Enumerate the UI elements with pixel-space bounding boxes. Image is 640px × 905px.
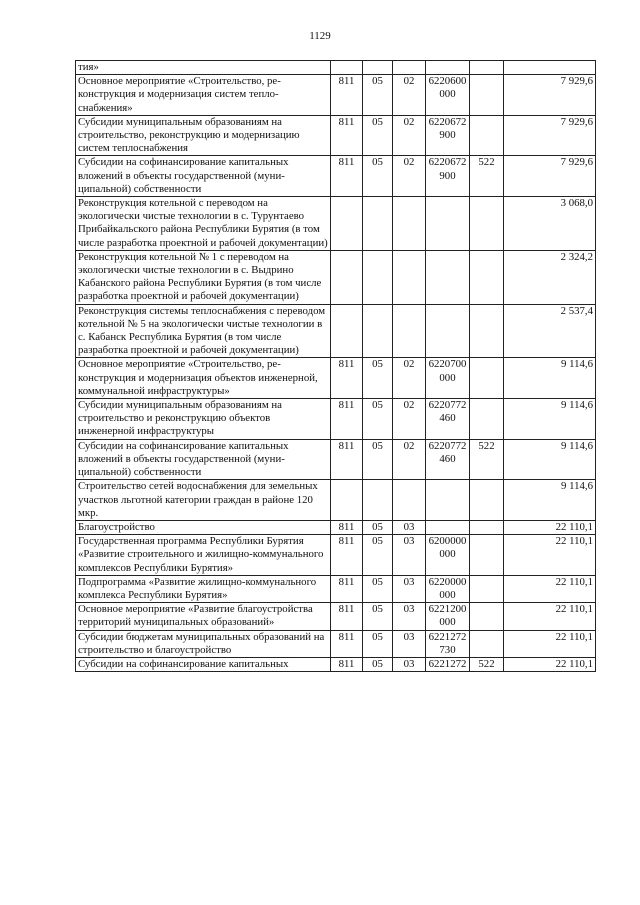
grbs-code-cell [331,304,363,358]
expense-type-code-cell [470,399,504,440]
grbs-code-cell: 811 [331,156,363,197]
expense-type-code-cell [470,197,504,251]
table-row [76,75,596,116]
section-code-cell: 05 [363,575,393,602]
amount-cell: 22 110,1 [504,520,596,534]
expense-type-code-cell [470,575,504,602]
target-article-code-cell [426,520,470,534]
amount-cell: 9 114,6 [504,399,596,440]
subsection-code-cell [393,304,426,358]
row-name-cell: Благоустройство [76,520,331,534]
budget-table [75,60,596,672]
subsection-code-cell: 03 [393,520,426,534]
table-row [76,520,596,534]
target-article-code-cell: 6221200 000 [426,603,470,630]
grbs-code-cell: 811 [331,399,363,440]
expense-type-code-cell [470,304,504,358]
row-name-cell: Субсидии на софинансирование капитальных вложений в объекты государственной (муниципальной) собственности [76,156,331,197]
amount-cell: 22 110,1 [504,657,596,671]
subsection-code-cell: 02 [393,156,426,197]
row-name-cell: тия» [76,61,331,75]
subsection-code-cell: 02 [393,358,426,399]
grbs-code-cell: 811 [331,657,363,671]
row-name-cell: Подпрограмма «Развитие жилищно-коммунального комплекса Республики Бурятия» [76,575,331,602]
amount-cell [504,61,596,75]
section-code-cell: 05 [363,535,393,576]
table-row [76,630,596,657]
grbs-code-cell [331,480,363,521]
target-article-code-cell: 6220772 460 [426,439,470,480]
row-name-cell: Субсидии муниципальным образованиям на строительство, реконструкцию и модернизацию систем теплоснабжения [76,115,331,156]
budget-table-body [76,61,596,672]
subsection-code-cell [393,250,426,304]
target-article-code-cell [426,480,470,521]
target-article-code-cell: 6220672 900 [426,156,470,197]
page-number: 1129 [309,30,331,42]
row-name-cell: Субсидии на софинансирование капитальных [76,657,331,671]
grbs-code-cell: 811 [331,630,363,657]
row-name-cell: Реконструкция котельной с переводом на экологически чистые технологии в с. Турунтаево Прибайкальского района Республики Бурятия (в том числе разработка проектной и рабочей документации) [76,197,331,251]
row-name-cell: Строительство сетей водоснабжения для земельных участков льготной категории граждан в районе 120 мкр. [76,480,331,521]
row-name-cell: Основное мероприятие «Строительство, реконструкция и модернизация систем теплоснабжения» [76,75,331,116]
section-code-cell [363,61,393,75]
section-code-cell: 05 [363,520,393,534]
subsection-code-cell: 03 [393,630,426,657]
expense-type-code-cell: 522 [470,156,504,197]
table-row [76,603,596,630]
row-name-cell: Реконструкция системы теплоснабжения с переводом котельной № 5 на экологически чистые технологии в с. Кабанск Республика Бурятия (в том числе разработка проектной и рабочей документации) [76,304,331,358]
amount-cell: 7 929,6 [504,115,596,156]
table-row [76,657,596,671]
target-article-code-cell [426,304,470,358]
table-row [76,358,596,399]
row-name-cell: Государственная программа Республики Бурятия «Развитие строительного и жилищно-коммунального комплексов Республики Бурятия» [76,535,331,576]
expense-type-code-cell [470,603,504,630]
table-row [76,439,596,480]
grbs-code-cell: 811 [331,535,363,576]
table-row [76,156,596,197]
section-code-cell: 05 [363,358,393,399]
section-code-cell: 05 [363,657,393,671]
amount-cell: 7 929,6 [504,156,596,197]
table-row [76,250,596,304]
subsection-code-cell: 03 [393,603,426,630]
amount-cell: 22 110,1 [504,630,596,657]
table-row [76,197,596,251]
section-code-cell: 05 [363,439,393,480]
subsection-code-cell: 02 [393,75,426,116]
grbs-code-cell: 811 [331,520,363,534]
expense-type-code-cell [470,535,504,576]
row-name-cell: Субсидии муниципальным образованиям на строительство и реконструкцию объектов инженерной инфраструктуры [76,399,331,440]
grbs-code-cell [331,197,363,251]
subsection-code-cell: 03 [393,657,426,671]
section-code-cell [363,480,393,521]
expense-type-code-cell [470,630,504,657]
expense-type-code-cell [470,75,504,116]
subsection-code-cell: 02 [393,439,426,480]
section-code-cell: 05 [363,115,393,156]
amount-cell: 9 114,6 [504,439,596,480]
table-row [76,115,596,156]
grbs-code-cell [331,61,363,75]
expense-type-code-cell [470,480,504,521]
target-article-code-cell: 6200000 000 [426,535,470,576]
amount-cell: 3 068,0 [504,197,596,251]
subsection-code-cell: 02 [393,115,426,156]
target-article-code-cell [426,250,470,304]
row-name-cell: Реконструкция котельной № 1 с переводом на экологически чистые технологии в с. Выдрино Кабанского района Республики Бурятия (в том числе разработка проектной и рабочей документации) [76,250,331,304]
expense-type-code-cell: 522 [470,439,504,480]
section-code-cell: 05 [363,630,393,657]
target-article-code-cell: 6220600 000 [426,75,470,116]
subsection-code-cell: 03 [393,575,426,602]
amount-cell: 2 537,4 [504,304,596,358]
grbs-code-cell: 811 [331,575,363,602]
target-article-code-cell: 6221272 [426,657,470,671]
section-code-cell: 05 [363,603,393,630]
expense-type-code-cell [470,115,504,156]
section-code-cell: 05 [363,399,393,440]
section-code-cell [363,197,393,251]
grbs-code-cell [331,250,363,304]
expense-type-code-cell: 522 [470,657,504,671]
grbs-code-cell: 811 [331,439,363,480]
target-article-code-cell: 6220672 900 [426,115,470,156]
row-name-cell: Субсидии на софинансирование капитальных вложений в объекты государственной (муниципальной) собственности [76,439,331,480]
target-article-code-cell: 6221272 730 [426,630,470,657]
table-row [76,575,596,602]
target-article-code-cell [426,197,470,251]
expense-type-code-cell [470,250,504,304]
target-article-code-cell: 6220000 000 [426,575,470,602]
section-code-cell: 05 [363,75,393,116]
subsection-code-cell [393,197,426,251]
expense-type-code-cell [470,358,504,399]
amount-cell: 9 114,6 [504,480,596,521]
grbs-code-cell: 811 [331,603,363,630]
subsection-code-cell [393,480,426,521]
amount-cell: 22 110,1 [504,575,596,602]
grbs-code-cell: 811 [331,75,363,116]
table-row [76,304,596,358]
amount-cell: 2 324,2 [504,250,596,304]
table-row [76,61,596,75]
target-article-code-cell [426,61,470,75]
row-name-cell: Основное мероприятие «Развитие благоустройства территорий муниципальных образований» [76,603,331,630]
target-article-code-cell: 6220772 460 [426,399,470,440]
subsection-code-cell [393,61,426,75]
expense-type-code-cell [470,520,504,534]
table-row [76,480,596,521]
subsection-code-cell: 03 [393,535,426,576]
row-name-cell: Субсидии бюджетам муниципальных образований на строительство и благоустройство [76,630,331,657]
amount-cell: 22 110,1 [504,603,596,630]
grbs-code-cell: 811 [331,358,363,399]
section-code-cell: 05 [363,156,393,197]
table-row [76,535,596,576]
amount-cell: 7 929,6 [504,75,596,116]
table-row [76,399,596,440]
expense-type-code-cell [470,61,504,75]
row-name-cell: Основное мероприятие «Строительство, реконструкция и модернизация объектов инженерной, коммунальной инфраструктуры» [76,358,331,399]
grbs-code-cell: 811 [331,115,363,156]
section-code-cell [363,304,393,358]
amount-cell: 9 114,6 [504,358,596,399]
section-code-cell [363,250,393,304]
subsection-code-cell: 02 [393,399,426,440]
target-article-code-cell: 6220700 000 [426,358,470,399]
amount-cell: 22 110,1 [504,535,596,576]
